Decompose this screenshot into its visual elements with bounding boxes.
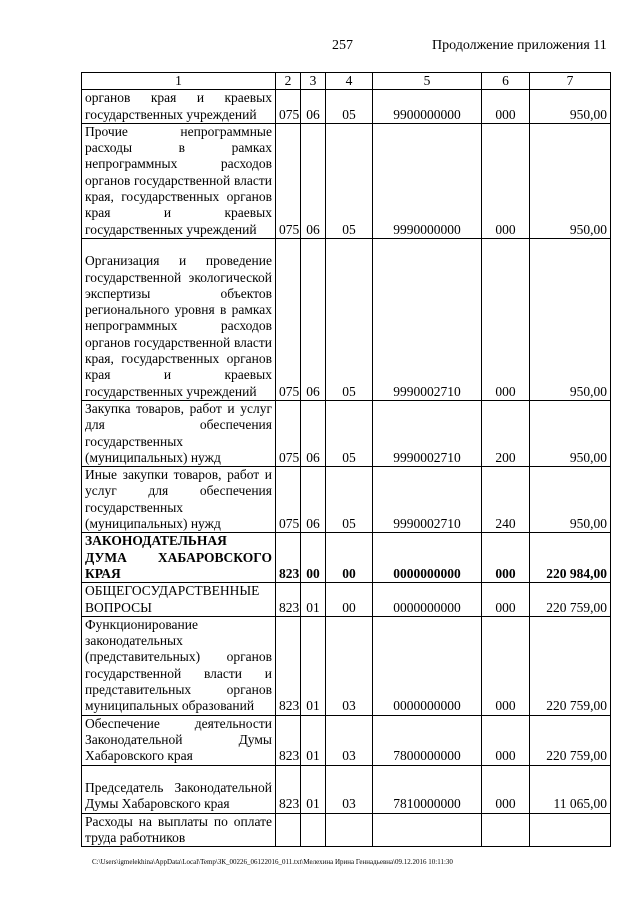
- expense-type-cell: 200: [482, 400, 530, 466]
- target-article-cell: 0000000000: [373, 533, 482, 583]
- column-number: 5: [373, 73, 482, 90]
- code-cell: 075: [276, 90, 301, 124]
- column-number: 4: [326, 73, 373, 90]
- column-number: 6: [482, 73, 530, 90]
- expense-type-cell: 000: [482, 765, 530, 813]
- target-article-cell: 0000000000: [373, 616, 482, 715]
- column-number: 3: [301, 73, 326, 90]
- subsection-cell: 03: [326, 765, 373, 813]
- expense-type-cell: [482, 813, 530, 847]
- budget-table: [81, 72, 611, 847]
- code-cell: [276, 813, 301, 847]
- page-number: 257: [332, 38, 353, 53]
- row-name-cell: Организация и проведение государственной экологической экспертизы объектов регионального уровня в рамках непрограммных расходов органов государственной власти края, государственных органов края и краевых государственных учреждений: [82, 238, 276, 400]
- section-cell: 06: [301, 400, 326, 466]
- amount-cell: 220 759,00: [530, 583, 611, 617]
- code-cell: 823: [276, 583, 301, 617]
- section-cell: 01: [301, 765, 326, 813]
- table-row: [82, 715, 611, 765]
- target-article-cell: 0000000000: [373, 583, 482, 617]
- code-cell: 075: [276, 123, 301, 238]
- row-name-cell: ОБЩЕГОСУДАРСТВЕННЫЕ ВОПРОСЫ: [82, 583, 276, 617]
- target-article-cell: [373, 813, 482, 847]
- section-cell: 01: [301, 715, 326, 765]
- code-cell: 075: [276, 467, 301, 533]
- subsection-cell: 05: [326, 400, 373, 466]
- table-row: [82, 765, 611, 813]
- section-cell: [301, 813, 326, 847]
- code-cell: 823: [276, 715, 301, 765]
- subsection-cell: 05: [326, 90, 373, 124]
- table-row: [82, 813, 611, 847]
- section-cell: 06: [301, 467, 326, 533]
- expense-type-cell: 240: [482, 467, 530, 533]
- section-cell: 06: [301, 123, 326, 238]
- table-row: [82, 616, 611, 715]
- subsection-cell: 05: [326, 123, 373, 238]
- amount-cell: 220 759,00: [530, 715, 611, 765]
- subsection-cell: 05: [326, 238, 373, 400]
- expense-type-cell: 000: [482, 533, 530, 583]
- table-row: [82, 400, 611, 466]
- expense-type-cell: 000: [482, 90, 530, 124]
- row-name-cell: Закупка товаров, работ и услуг для обеспечения государственных (муниципальных) нужд: [82, 400, 276, 466]
- subsection-cell: [326, 813, 373, 847]
- section-cell: 01: [301, 616, 326, 715]
- row-name-cell: Прочие непрограммные расходы в рамках непрограммных расходов органов государственной власти края, государственных органов края и краевых государственных учреждений: [82, 123, 276, 238]
- target-article-cell: 9990002710: [373, 238, 482, 400]
- code-cell: 823: [276, 765, 301, 813]
- column-number: 7: [530, 73, 611, 90]
- amount-cell: [530, 813, 611, 847]
- table-row: [82, 238, 611, 400]
- expense-type-cell: 000: [482, 715, 530, 765]
- row-name-cell: органов края и краевых государственных учреждений: [82, 90, 276, 124]
- row-name-cell: Иные закупки товаров, работ и услуг для обеспечения государственных (муниципальных) нужд: [82, 467, 276, 533]
- table-row: [82, 123, 611, 238]
- code-cell: 075: [276, 400, 301, 466]
- code-cell: 823: [276, 533, 301, 583]
- target-article-cell: 9990000000: [373, 123, 482, 238]
- table-row: [82, 583, 611, 617]
- amount-cell: 950,00: [530, 123, 611, 238]
- continuation-label: Продолжение приложения 11: [432, 38, 607, 53]
- subsection-cell: 03: [326, 715, 373, 765]
- code-cell: 823: [276, 616, 301, 715]
- column-number: 1: [82, 73, 276, 90]
- section-cell: 00: [301, 533, 326, 583]
- expense-type-cell: 000: [482, 616, 530, 715]
- target-article-cell: 9990002710: [373, 400, 482, 466]
- table-row: [82, 90, 611, 124]
- subsection-cell: 05: [326, 467, 373, 533]
- column-number-row: [82, 73, 611, 90]
- expense-type-cell: 000: [482, 238, 530, 400]
- subsection-cell: 00: [326, 533, 373, 583]
- expense-type-cell: 000: [482, 123, 530, 238]
- amount-cell: 950,00: [530, 467, 611, 533]
- amount-cell: 220 984,00: [530, 533, 611, 583]
- code-cell: 075: [276, 238, 301, 400]
- subsection-cell: 00: [326, 583, 373, 617]
- table-row: [82, 533, 611, 583]
- amount-cell: 220 759,00: [530, 616, 611, 715]
- target-article-cell: 9990002710: [373, 467, 482, 533]
- file-path-footer: C:\Users\igmelekhina\AppData\Local\Temp\ЗК_00226_06122016_011.txt\Мелехина Ирина Геннадьевна\09.12.2016 10:11:30: [92, 858, 453, 866]
- amount-cell: 950,00: [530, 400, 611, 466]
- row-name-cell: ЗАКОНОДАТЕЛЬНАЯ ДУМА ХАБАРОВСКОГО КРАЯ: [82, 533, 276, 583]
- target-article-cell: 7800000000: [373, 715, 482, 765]
- row-name-cell: Расходы на выплаты по оплате труда работников: [82, 813, 276, 847]
- amount-cell: 11 065,00: [530, 765, 611, 813]
- amount-cell: 950,00: [530, 238, 611, 400]
- column-number: 2: [276, 73, 301, 90]
- expense-type-cell: 000: [482, 583, 530, 617]
- amount-cell: 950,00: [530, 90, 611, 124]
- row-name-cell: Председатель Законодательной Думы Хабаровского края: [82, 765, 276, 813]
- target-article-cell: 7810000000: [373, 765, 482, 813]
- row-name-cell: Функционирование законодательных (представительных) органов государственной власти и представительных органов муниципальных образований: [82, 616, 276, 715]
- subsection-cell: 03: [326, 616, 373, 715]
- section-cell: 01: [301, 583, 326, 617]
- section-cell: 06: [301, 238, 326, 400]
- section-cell: 06: [301, 90, 326, 124]
- table-row: [82, 467, 611, 533]
- row-name-cell: Обеспечение деятельности Законодательной Думы Хабаровского края: [82, 715, 276, 765]
- target-article-cell: 9900000000: [373, 90, 482, 124]
